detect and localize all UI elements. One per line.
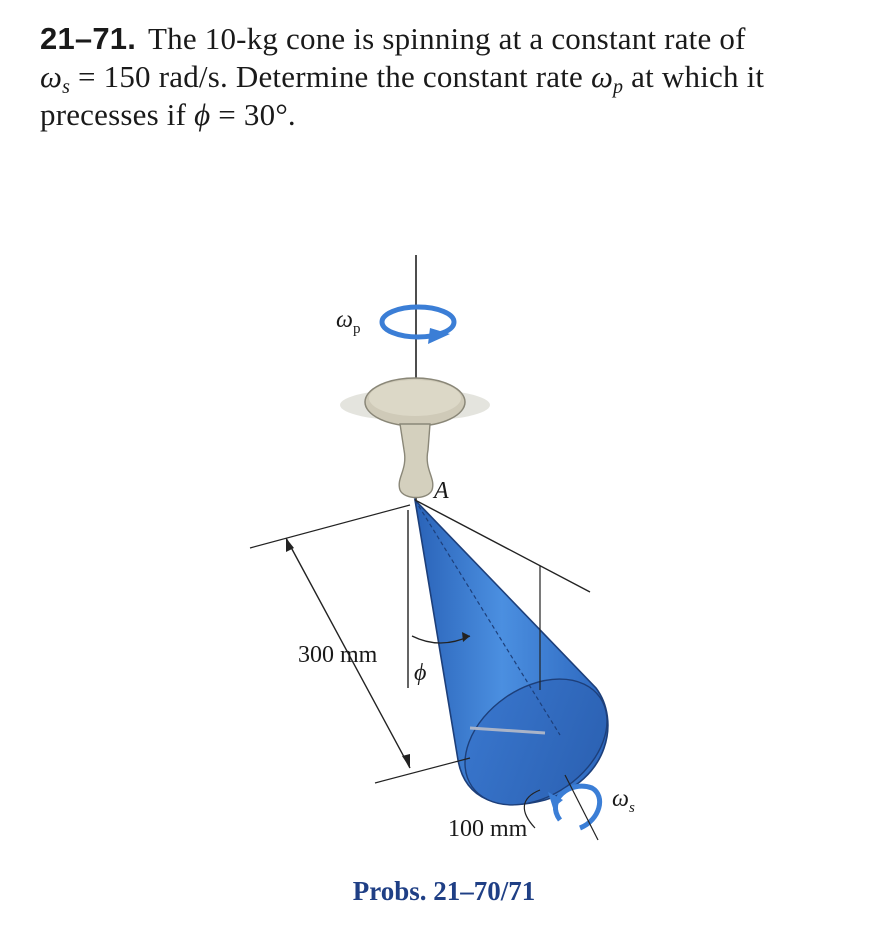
omega-p-subscript: p bbox=[613, 76, 624, 98]
omega-s-subscript: s bbox=[62, 76, 71, 98]
problem-number: 21–71. bbox=[40, 21, 137, 56]
length-label: 300 mm bbox=[298, 642, 378, 668]
omega-s-label-sub: s bbox=[628, 799, 635, 816]
spin-arrow bbox=[555, 786, 599, 828]
problem-line2: = 150 rad/s. Determine the constant rate bbox=[70, 59, 591, 94]
support-disk-top bbox=[369, 380, 461, 416]
problem-line1: The 10-kg cone is spinning at a constant rate of bbox=[148, 21, 746, 56]
dim-ext-top bbox=[250, 505, 410, 548]
problem-line3: precesses if bbox=[40, 97, 195, 132]
dim-arrow-bottom bbox=[402, 754, 410, 768]
phi-label: ϕ bbox=[414, 660, 427, 686]
omega-s-label: $\omega_s$ bbox=[612, 786, 635, 816]
problem-line2-end: at which it bbox=[623, 59, 765, 94]
omega-p-label: $\omega_p$ bbox=[336, 307, 361, 337]
omega-p-symbol: ω bbox=[590, 59, 614, 94]
support-stem bbox=[399, 424, 433, 498]
problem-line3-end: = 30°. bbox=[210, 97, 296, 132]
radius-label: 100 mm bbox=[448, 816, 528, 842]
omega-s-symbol: ω bbox=[40, 59, 63, 94]
point-a-label: A bbox=[434, 478, 449, 504]
figure-caption: Probs. 21–70/71 bbox=[352, 876, 536, 906]
omega-p-label-sub: p bbox=[352, 320, 361, 337]
phi-symbol: ϕ bbox=[194, 97, 211, 132]
dim-ext-bottom bbox=[375, 758, 470, 783]
